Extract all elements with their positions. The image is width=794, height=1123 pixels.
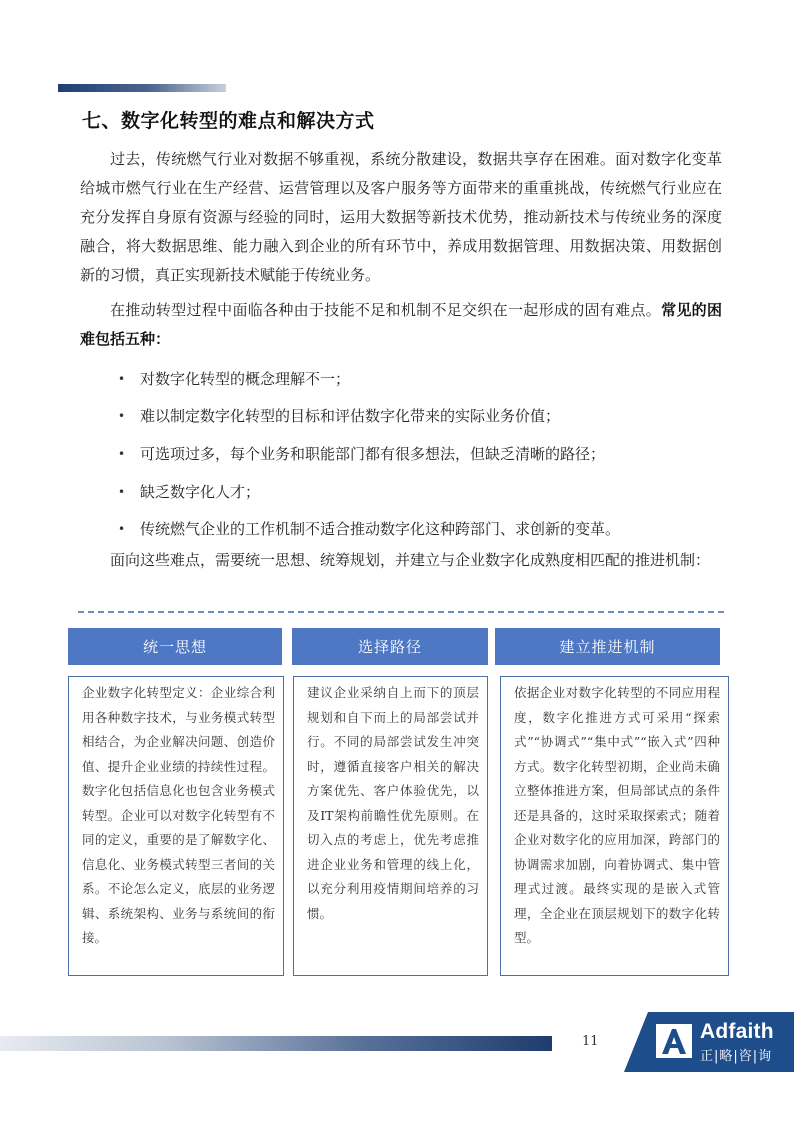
top-accent-bar (58, 84, 226, 92)
adfaith-logo-icon (656, 1024, 692, 1058)
bullet-icon: • (118, 484, 126, 499)
footer-gradient-bar (0, 1036, 552, 1051)
page-number: 11 (582, 1034, 599, 1049)
paragraph-difficulties-text: 在推动转型过程中面临各种由于技能不足和机制不足交织在一起形成的固有难点。 (110, 301, 662, 319)
list-item (118, 473, 728, 511)
column-body-unify-thinking: 企业数字化转型定义：企业综合利用各种数字技术，与业务模式转型相结合，为企业解决问题、创造价值、提升企业业绩的持续性过程。数字化包括信息化也包含业务模式转型。企业可以对数字化转型有不同的定义，重要的是了解数字化、信息化、业务模式转型三者间的关系。不论怎么定义，底层的业务逻辑、系统架构、业务与系统间的衔接。 (68, 676, 284, 976)
list-item (118, 435, 728, 473)
section-heading: 七、数字化转型的难点和解决方式 (82, 110, 375, 132)
list-item-text: 缺乏数字化人才； (140, 482, 261, 501)
paragraph-difficulties-bold: 常见的困难包括五种： (80, 301, 722, 348)
list-item-text: 可选项过多，每个业务和职能部门都有很多想法，但缺乏清晰的路径； (140, 444, 606, 463)
list-item (118, 398, 728, 436)
list-item-text: 传统燃气企业的工作机制不适合推动数字化这种跨部门、求创新的变革。 (140, 520, 621, 539)
column-header-choose-path: 选择路径 (292, 628, 488, 665)
bullet-icon: • (118, 409, 126, 424)
paragraph-intro: 过去，传统燃气行业对数据不够重视，系统分散建设，数据共享存在困难。面对数字化变革给城市燃气行业在生产经营、运营管理以及客户服务等方面带来的重重挑战，传统燃气行业应在充分发挥自身原有资源与经验的同时，运用大数据等新技术优势，推动新技术与传统业务的深度融合，将大数据思维、能力融入到企业的所有环节中，养成用数据管理、用数据决策、用数据创新的习惯，真正实现新技术赋能于传统业务。 (80, 150, 722, 284)
column-body-mechanism: 依据企业对数字化转型的不同应用程度，数字化推进方式可采用“探索式”“协调式”“集中式”“嵌入式”四种方式。数字化转型初期，企业尚未确立整体推进方案，但局部试点的条件还是具备的，这时采取探索式；随着企业对数字化的应用加深，跨部门的协调需求加剧，向着协调式、集中管理式过渡。最终实现的是嵌入式管理，全企业在顶层规划下的数字化转型。 (500, 676, 729, 976)
list-item-text: 对数字化转型的概念理解不一； (140, 369, 351, 388)
dashed-divider (78, 611, 724, 613)
paragraph-solution: 面向这些难点，需要统一思想、统筹规划，并建立与企业数字化成熟度相匹配的推进机制： (110, 551, 711, 569)
paragraph-difficulties (80, 296, 722, 354)
column-header-unify-thinking: 统一思想 (68, 628, 282, 665)
column-header-mechanism: 建立推进机制 (495, 628, 720, 665)
difficulty-list (118, 360, 728, 548)
bullet-icon: • (118, 522, 126, 537)
bullet-icon: • (118, 371, 126, 386)
logo-subtitle: 正|略|咨|询 (700, 1049, 773, 1064)
bullet-icon: • (118, 446, 126, 461)
list-item-text: 难以制定数字化转型的目标和评估数字化带来的实际业务价值； (140, 407, 561, 426)
list-item (118, 360, 728, 398)
list-item (118, 510, 728, 548)
column-body-choose-path: 建议企业采纳自上而下的顶层规划和自下而上的局部尝试并行。不同的局部尝试发生冲突时，遵循直接客户相关的解决方案优先、客户体验优先，以及IT架构前瞻性优先原则。在切入点的考虑上，优先考虑推进企业业务和管理的线上化，以充分利用疫情期间培养的习惯。 (293, 676, 488, 976)
logo-wordmark: Adfaith (700, 1020, 774, 1043)
